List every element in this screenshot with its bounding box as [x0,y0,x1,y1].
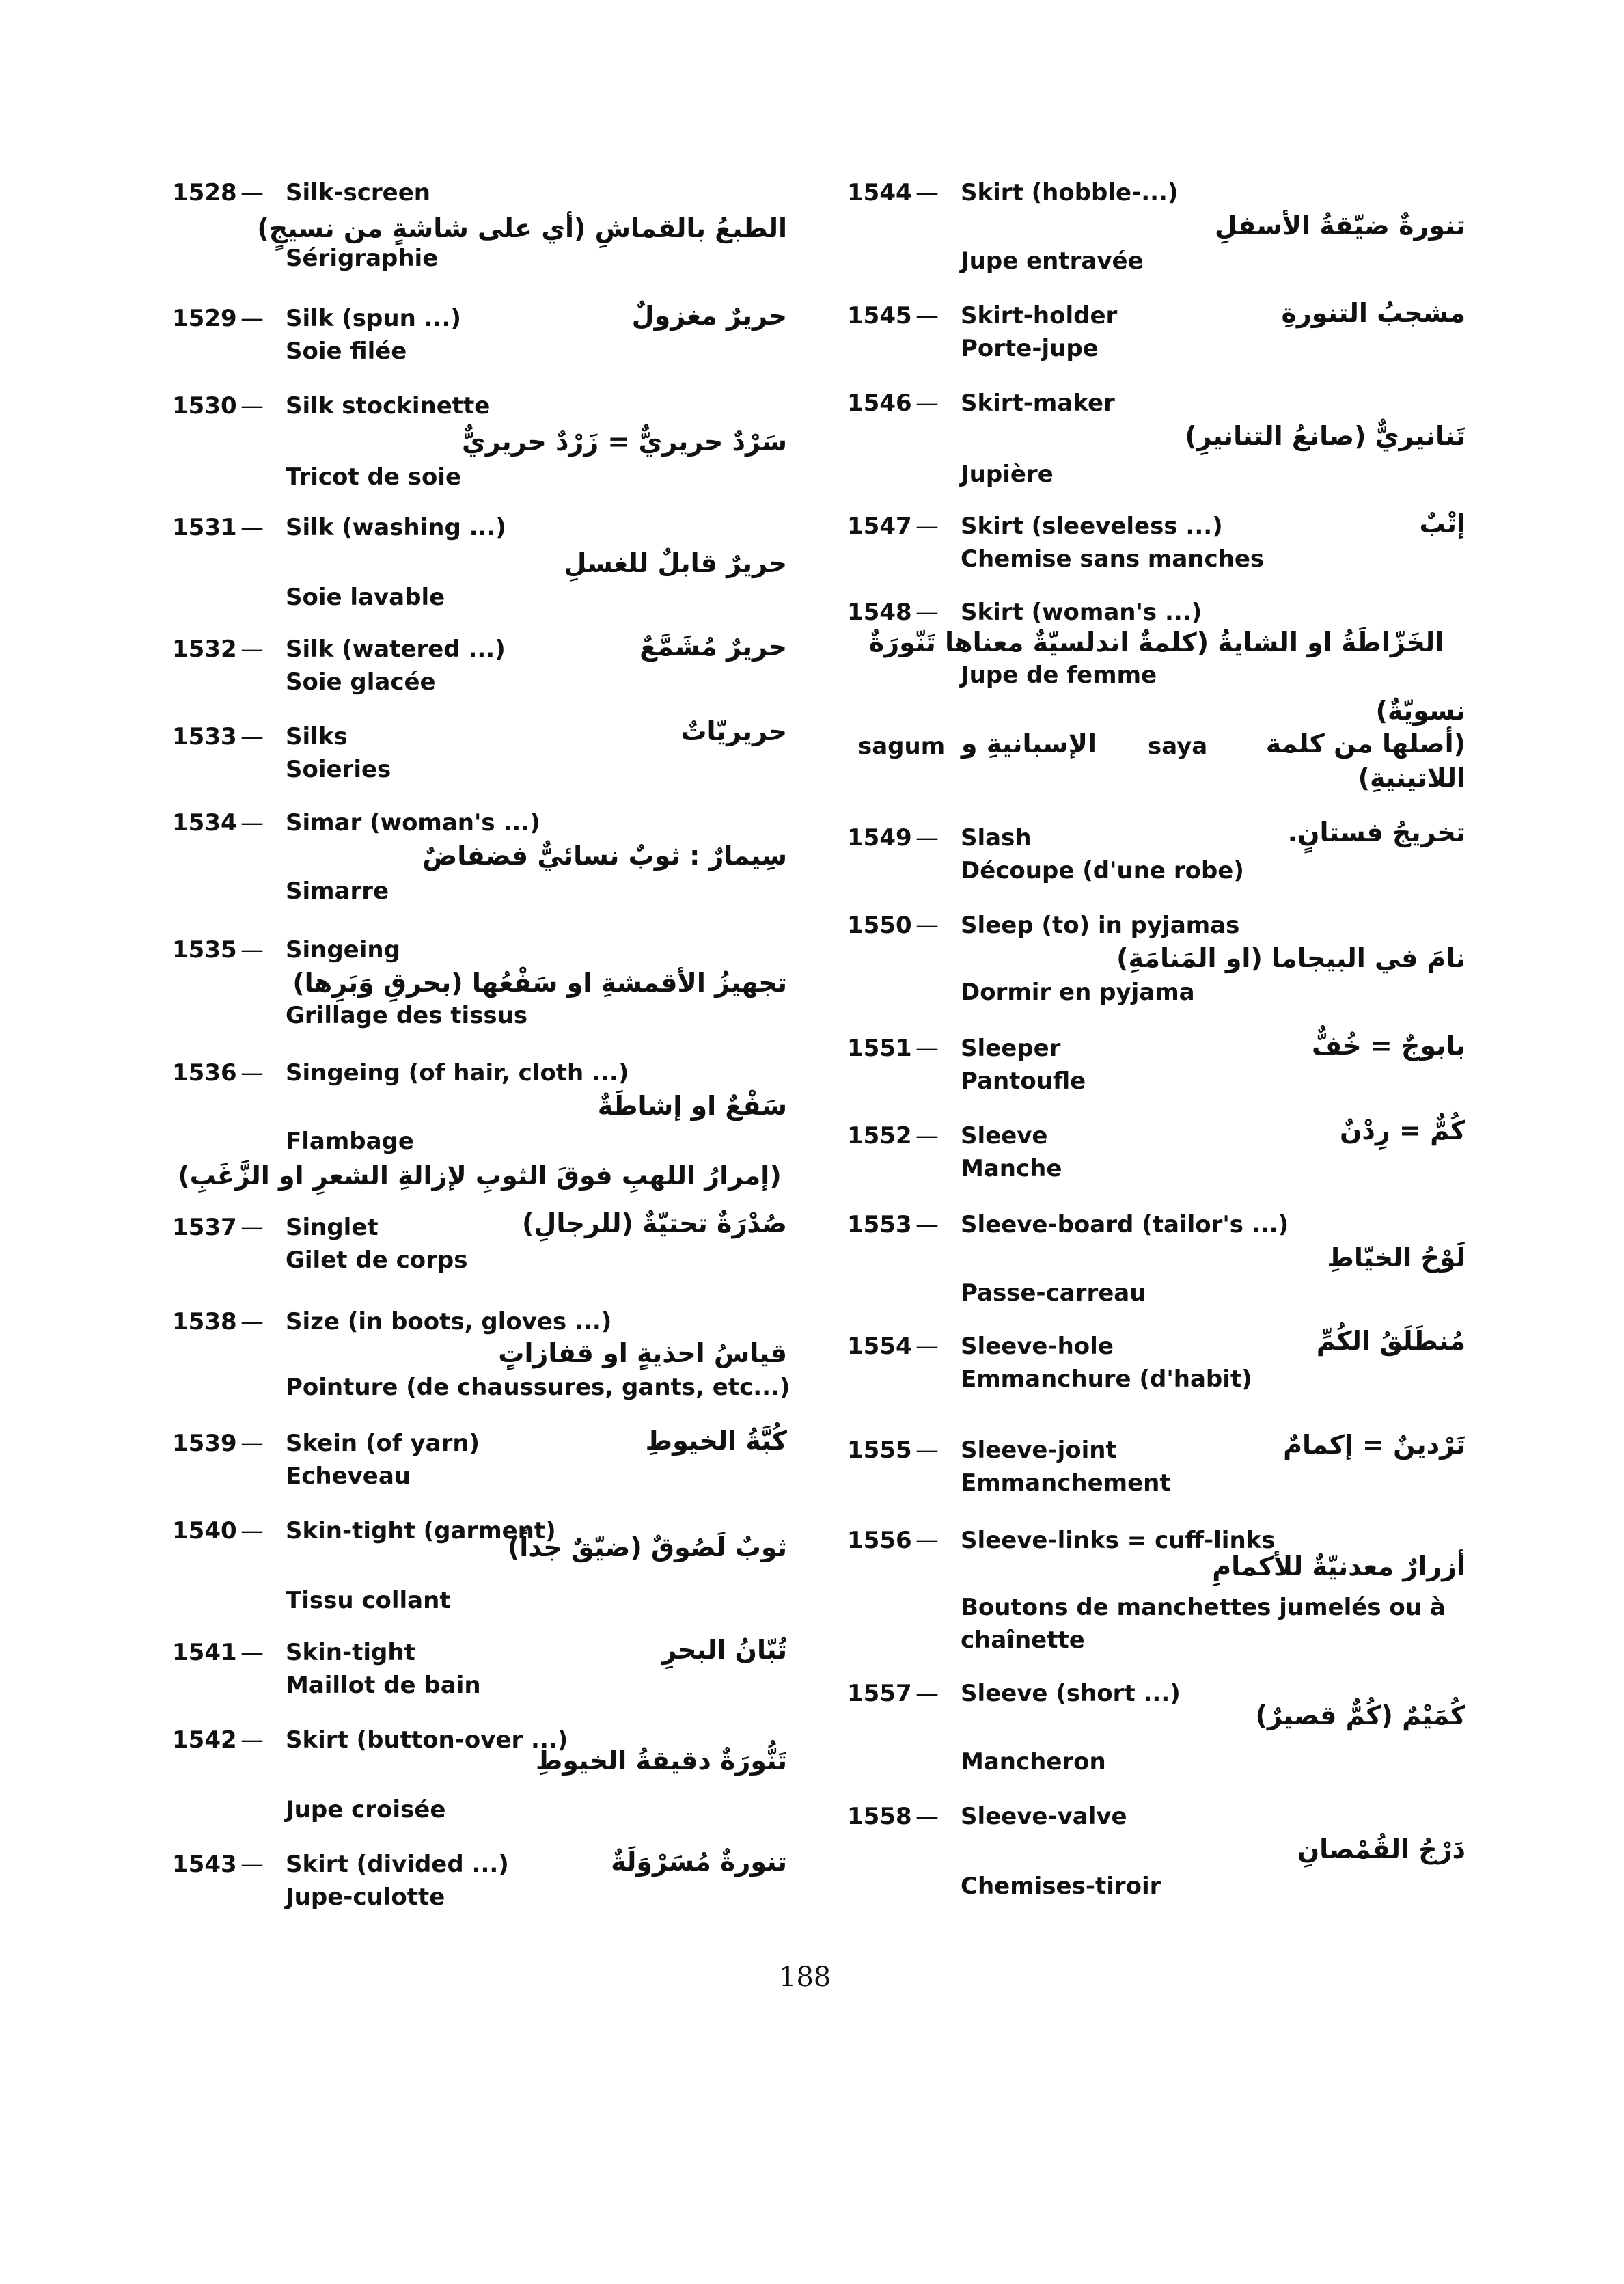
entry-number: 1556 [847,1527,912,1554]
entry-arabic: حريرٌ مُشَمَّعٌ [639,631,787,662]
entry-arabic: أزرارٌ معدنيّةٌ للأكمامِ [1212,1551,1465,1581]
entry-english: Singeing (of hair, cloth ...) [286,1059,629,1087]
entry-french: Jupe de femme [961,662,1157,689]
entry-arabic: مشجبُ التنورةِ [1281,298,1465,328]
entry-arabic: إتْبٌ [1419,508,1465,539]
entry-dash: — [240,1851,264,1878]
entry-dash: — [916,1122,939,1150]
entry-arabic: تَنُّورَةٌ دقيقةُ الخيوطِ [535,1745,787,1776]
entry-dash: — [240,1726,264,1754]
entry-english: Sleeve-links = cuff-links [961,1527,1276,1554]
entry-arabic-cont: نسويّةٌ) [1375,696,1465,726]
page-number: 188 [779,1961,831,1993]
entry-english: Silk stockinette [286,392,491,420]
entry-number: 1543 [172,1851,237,1878]
entry-dash: — [916,179,939,206]
entry-number: 1534 [172,809,237,837]
entry-dash: — [240,305,264,332]
entry-number: 1540 [172,1517,237,1545]
entry-dash: — [916,1527,939,1554]
entry-arabic: سَفْعٌ او إشاطَةٌ [597,1091,787,1121]
entry-english: Singeing [286,936,400,964]
entry-french: Jupe entravée [961,247,1144,275]
entry-dash: — [916,1211,939,1238]
entry-french: Sérigraphie [286,245,439,272]
entry-english: Sleeper [961,1035,1061,1062]
entry-french: Découpe (d'une robe) [961,857,1244,884]
entry-number: 1550 [847,912,912,939]
entry-arabic-latin: اللاتينيةِ) [1358,763,1465,793]
entry-english: Skirt (divided ...) [286,1851,509,1878]
entry-arabic: تَرْدينٌ = إكمامٌ [1283,1430,1465,1460]
entry-arabic: الطبعُ بالقماشِ (أي على شاشةٍ من نسيجٍ) [257,213,787,243]
entry-english: Skirt (sleeveless ...) [961,513,1223,540]
entry-arabic: الخَزّاطَةُ او الشايةُ (كلمةٌ اندلسيّةٌ معناها تَنّورَةٌ [868,627,1444,657]
entry-english: Skirt (hobble-...) [961,179,1179,206]
entry-number: 1542 [172,1726,237,1754]
entry-dash: — [240,514,264,541]
entry-arabic: حريرٌ قابلٌ للغسلِ [564,548,787,578]
entry-arabic: نامَ في البيجاما (او المَنامَةِ) [1116,943,1465,973]
entry-dash: — [916,302,939,329]
entry-french: Soie glacée [286,668,436,696]
entry-english: Skirt-maker [961,390,1115,417]
entry-french: Pantoufle [961,1068,1086,1095]
entry-arabic: قياسُ احذيةٍ او قفازاتٍ [498,1338,787,1368]
entry-arabic-mid: الإسبانيةِ و [961,729,1097,759]
entry-english: Sleeve-valve [961,1803,1127,1830]
entry-english: Singlet [286,1214,379,1241]
entry-french: Mancheron [961,1748,1106,1776]
entry-arabic: حريرٌ مغزولٌ [631,301,787,331]
entry-french: Porte-jupe [961,335,1099,362]
entry-number: 1552 [847,1122,912,1150]
entry-number: 1532 [172,636,237,663]
entry-dash: — [240,1639,264,1666]
entry-english: Silk (spun ...) [286,305,461,332]
entry-french: Dormir en pyjama [961,979,1195,1006]
entry-french: Jupière [961,461,1054,488]
entry-english: Silk (watered ...) [286,636,506,663]
entry-dash: — [240,1308,264,1335]
entry-dash: — [240,1214,264,1241]
entry-dash: — [240,1430,264,1457]
entry-french: Gilet de corps [286,1247,468,1274]
entry-arabic: كُبَّةُ الخيوطِ [645,1426,787,1456]
entry-dash: — [240,392,264,420]
entry-number: 1549 [847,824,912,852]
entry-number: 1536 [172,1059,237,1087]
entry-english: Size (in boots, gloves ...) [286,1308,612,1335]
entry-number: 1533 [172,723,237,750]
entry-french: Echeveau [286,1463,411,1490]
entry-dash: — [240,723,264,750]
entry-french: Grillage des tissus [286,1002,528,1029]
entry-arabic: صُدْرَةٌ تحتيّةٌ (للرجالِ) [522,1208,787,1238]
entry-dash: — [240,936,264,964]
entry-number: 1541 [172,1639,237,1666]
entry-french: Simarre [286,878,389,905]
entry-number: 1528 [172,179,237,206]
entry-english: Sleeve [961,1122,1048,1150]
entry-english: Simar (woman's ...) [286,809,540,837]
entry-word-saya: saya [1148,733,1208,760]
entry-english: Silk-screen [286,179,431,206]
entry-number: 1548 [847,599,912,626]
entry-french: Jupe-culotte [286,1884,445,1911]
entry-dash: — [916,1680,939,1707]
entry-arabic: تجهيزُ الأقمشةِ او سَفْعُها (بحرقِ وَبَرِها) [292,968,787,998]
entry-french: Tricot de soie [286,463,462,491]
entry-dash: — [916,912,939,939]
entry-number: 1553 [847,1211,912,1238]
entry-english: Silk (washing ...) [286,514,506,541]
entry-arabic: دَرْجُ القُمْصانِ [1297,1834,1465,1864]
entry-number: 1544 [847,179,912,206]
entry-arabic: تنورةٌ ضيّقةُ الأسفلِ [1215,210,1465,241]
entry-french: Maillot de bain [286,1672,481,1699]
entry-number: 1557 [847,1680,912,1707]
entry-english: Sleeve-joint [961,1437,1117,1464]
entry-french: Chemise sans manches [961,545,1265,573]
entry-english: Silks [286,723,348,750]
entry-number: 1551 [847,1035,912,1062]
entry-number: 1546 [847,390,912,417]
entry-arabic: حريريّاتٌ [680,716,787,746]
entry-arabic-note: (إمرارُ اللهبِ فوقَ الثوبِ لإزالةِ الشعرِ او الزَّغَبِ) [178,1160,782,1191]
entry-english: Sleeve-hole [961,1333,1114,1360]
entry-dash: — [916,1437,939,1464]
entry-number: 1558 [847,1803,912,1830]
entry-french: Boutons de manchettes jumelés ou à [961,1594,1446,1621]
entry-french: Emmanchement [961,1469,1171,1497]
entry-english: Skein (of yarn) [286,1430,480,1457]
entry-number: 1555 [847,1437,912,1464]
entry-arabic: تخريجُ فستانٍ. [1287,817,1465,847]
entry-number: 1538 [172,1308,237,1335]
entry-french: Jupe croisée [286,1796,446,1823]
entry-arabic: ثوبٌ لَصُوقٌ (ضيّقٌ جداً) [507,1532,787,1562]
entry-number: 1554 [847,1333,912,1360]
entry-dash: — [240,1517,264,1545]
entry-french: Tissu collant [286,1587,451,1614]
entry-arabic: تَنانيريٌّ (صانعُ التنانيرِ) [1185,421,1465,451]
entry-dash: — [240,1059,264,1087]
entry-number: 1547 [847,513,912,540]
entry-arabic: بابوجٌ = خُفٌّ [1312,1031,1465,1061]
entry-english: Slash [961,824,1032,852]
entry-english: Skin-tight (garment) [286,1517,556,1545]
entry-french: Emmanchure (d'habit) [961,1365,1252,1393]
entry-dash: — [916,390,939,417]
entry-dash: — [916,599,939,626]
entry-arabic: كُمٌّ = رِدْنٌ [1339,1115,1465,1145]
entry-french: Pointure (de chaussures, gants, etc...) [286,1374,790,1401]
entry-french: Soie lavable [286,584,445,611]
entry-number: 1531 [172,514,237,541]
entry-english: Skirt (button-over ...) [286,1726,568,1754]
entry-french: Soieries [286,756,391,783]
entry-number: 1545 [847,302,912,329]
entry-dash: — [916,1333,939,1360]
entry-french: Passe-carreau [961,1279,1146,1307]
entry-english: Sleeve-board (tailor's ...) [961,1211,1289,1238]
entry-french: Chemises-tiroir [961,1873,1161,1900]
entry-dash: — [916,1803,939,1830]
entry-french-cont: chaînette [961,1627,1085,1654]
entry-french: Soie filée [286,338,407,365]
entry-arabic: لَوْحُ الخيّاطِ [1327,1242,1465,1273]
entry-arabic-origin: (أصلها من كلمة [1265,729,1465,759]
entry-arabic: تنورةٌ مُسَرْوَلَةٌ [611,1847,787,1877]
entry-word-sagum: sagum [858,733,946,760]
entry-number: 1539 [172,1430,237,1457]
entry-arabic: سَرْدٌ حريريٌّ = زَرْدٌ حريريٌّ [461,426,787,457]
entry-dash: — [916,1035,939,1062]
entry-dash: — [916,513,939,540]
entry-arabic: مُنطَلَقُ الكُمِّ [1316,1326,1465,1356]
entry-english: Skirt (woman's ...) [961,599,1202,626]
entry-french: Flambage [286,1128,414,1155]
entry-number: 1535 [172,936,237,964]
entry-number: 1530 [172,392,237,420]
entry-dash: — [916,824,939,852]
entry-number: 1529 [172,305,237,332]
entry-dash: — [240,636,264,663]
entry-french: Manche [961,1155,1062,1182]
entry-english: Skirt-holder [961,302,1118,329]
entry-arabic: كُمَيْمٌ (كُمٌّ قصيرٌ) [1255,1700,1465,1730]
entry-english: Sleeve (short ...) [961,1680,1181,1707]
entry-number: 1537 [172,1214,237,1241]
entry-english: Sleep (to) in pyjamas [961,912,1240,939]
entry-dash: — [240,809,264,837]
entry-arabic: تُبّانُ البحرِ [661,1635,787,1665]
entry-dash: — [240,179,264,206]
entry-english: Skin-tight [286,1639,415,1666]
entry-arabic: سِيمارٌ : ثوبٌ نسائيٌّ فضفاضٌ [422,841,787,871]
